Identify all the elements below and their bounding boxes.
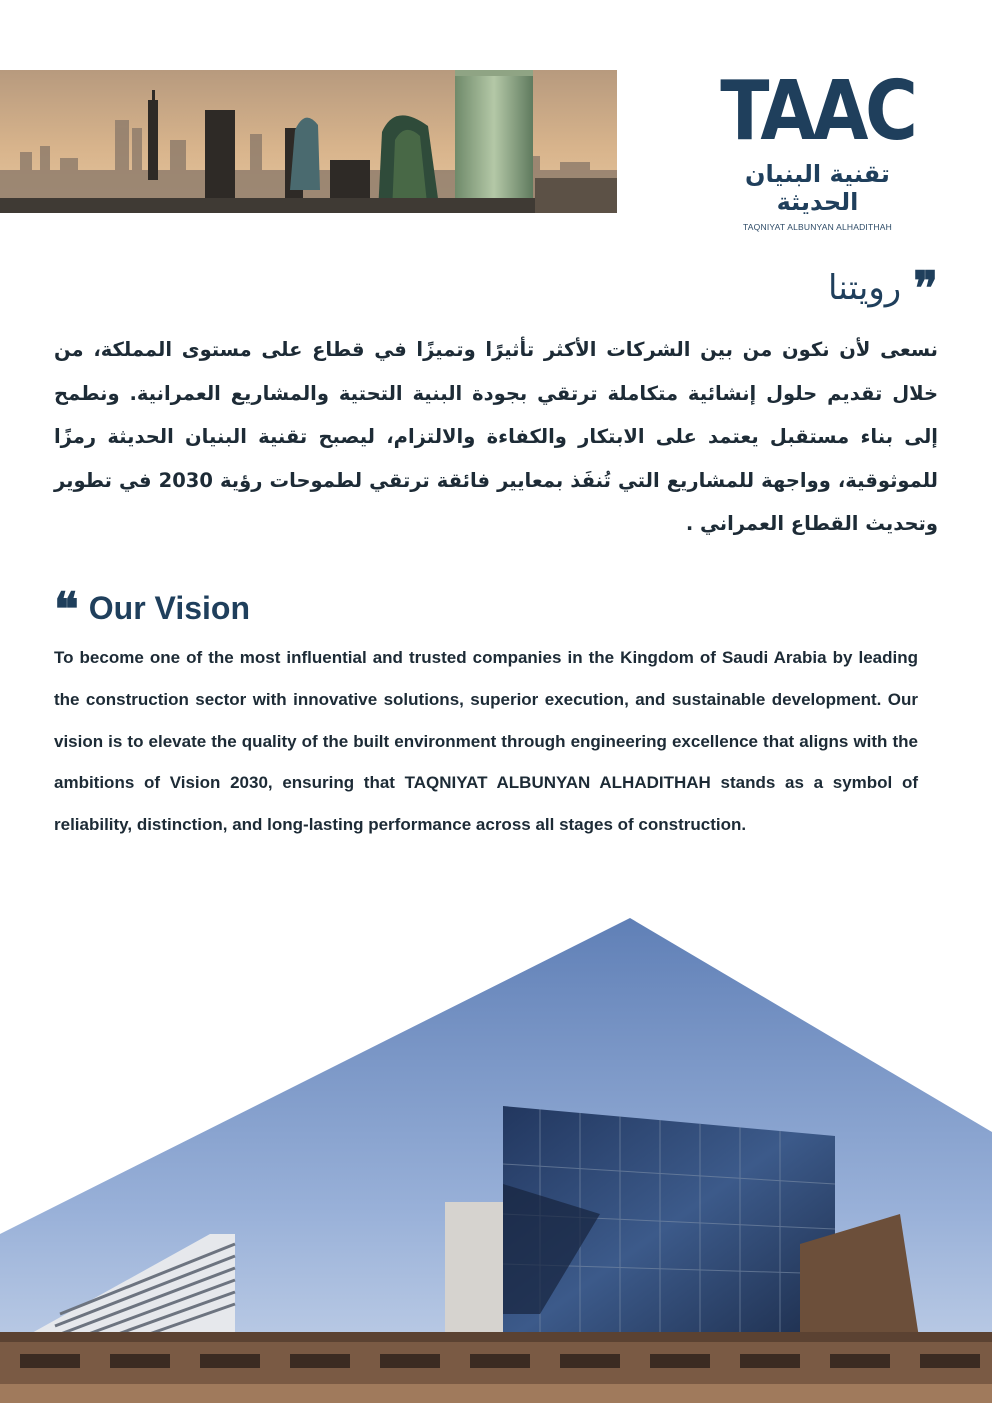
arabic-vision-paragraph: نسعى لأن نكون من بين الشركات الأكثر تأثيرًا وتميزًا في قطاع على مستوى المملكة، من خلال تقديم حلول إنشائية متكاملة ترتقي بجودة البنية التحتية والمشاريع العمرانية. ونطمح إلى بناء مستقبل يعتمد على الابتكار والكفاءة والالتزام، ليصبح تقنية البنيان الحديثة رمزًا للموثوقية، وواجهة للمشاريع التي تُنفَذ بمعايير فائقة ترتقي لطموحات رؤية 2030 في تطوير وتحديث القطاع العمراني . [54, 338, 938, 535]
logo-english-name: TAQNIYAT ALBUNYAN ALHADITHAH [743, 222, 892, 232]
company-logo [700, 66, 935, 236]
towers-photo [0, 914, 992, 1403]
english-vision-heading [54, 581, 250, 636]
logo-arabic-name: تقنية البنيان الحديثة [745, 160, 890, 216]
english-vision-title: Our Vision [88, 590, 250, 626]
skyline-banner-image [0, 70, 617, 213]
english-vision-paragraph: To become one of the most influential and trusted companies in the Kingdom of Saudi Arabia by leading the construction sector with innovative solutions, superior execution, and sustainable development. Our vision is to elevate the quality of the built environment through engineering excellence that aligns with the ambitions of Vision 2030, ensuring that TAQNIYAT ALBUNYAN ALHADITHAH stands as a symbol of reliability, distinction, and long-lasting performance across all stages of construction. [54, 648, 918, 835]
quote-icon: ❞ [913, 261, 938, 315]
logo-mark: TAAC [720, 64, 915, 159]
arabic-vision-heading [828, 261, 938, 315]
quote-icon: ❝ [54, 581, 79, 636]
arabic-vision-title: رويتنا [828, 268, 902, 308]
